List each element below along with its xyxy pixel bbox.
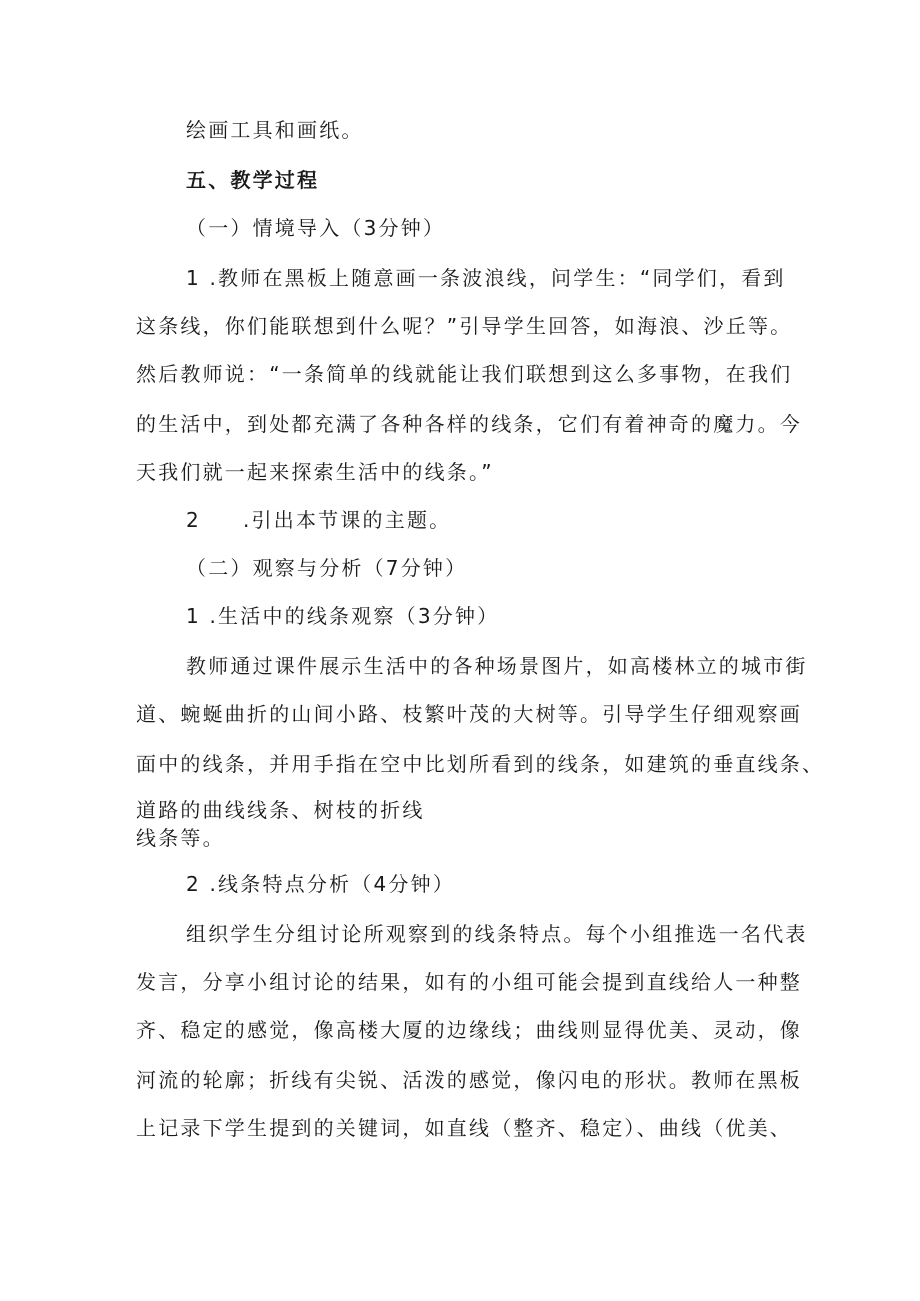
text-line-materials: 绘画工具和画纸。: [186, 118, 364, 142]
list-number: 2: [186, 508, 201, 532]
paragraph-line: 教师通过课件展示生活中的各种场景图片，如高楼林立的城市街: [186, 654, 808, 678]
paragraph-line: 齐、稳定的感觉，像高楼大厦的边缘线；曲线则显得优美、灵动，像: [136, 1018, 802, 1042]
subsection-heading-observation: （二）观察与分析（7分钟）: [186, 556, 468, 580]
paragraph-line: 天我们就一起来探索生活中的线条。”: [136, 460, 494, 484]
item-heading-line-features: 2 .线条特点分析（4分钟）: [186, 872, 455, 896]
paragraph-line: 然后教师说：“一条简单的线就能让我们联想到这么多事物，在我们: [136, 362, 793, 386]
paragraph-line: 道、蜿蜒曲折的山间小路、枝繁叶茂的大树等。引导学生仔细观察画: [136, 702, 802, 726]
paragraph-line: 这条线，你们能联想到什么呢？”引导学生回答，如海浪、沙丘等。: [136, 314, 793, 338]
item-heading-line-observation: 1 .生活中的线条观察（3分钟）: [186, 604, 500, 628]
paragraph-line: 河流的轮廓；折线有尖锐、活泼的感觉，像闪电的形状。教师在黑板: [136, 1068, 802, 1092]
paragraph-line: 上记录下学生提到的关键词，如直线（整齐、稳定）、曲线（优美、: [136, 1116, 792, 1140]
paragraph-line: 组织学生分组讨论所观察到的线条特点。每个小组推选一名代表: [186, 922, 808, 946]
paragraph-line: 面中的线条，并用手指在空中比划所看到的线条，如建筑的垂直线条、: [136, 752, 825, 776]
subsection-heading-situation-intro: （一）情境导入（3分钟）: [186, 216, 446, 240]
paragraph-line: 的生活中，到处都充满了各种各样的线条，它们有着神奇的魔力。今: [136, 412, 802, 436]
paragraph-line: 1 .教师在黑板上随意画一条波浪线，问学生：“同学们，看到: [186, 266, 786, 290]
list-item-text: .引出本节课的主题。: [243, 508, 452, 532]
paragraph-line: 线条等。: [136, 826, 225, 850]
section-heading-teaching-process: 五、教学过程: [186, 168, 320, 192]
paragraph-line: 发言，分享小组讨论的结果，如有的小组可能会提到直线给人一种整: [136, 970, 802, 994]
paragraph-line: 道路的曲线线条、树枝的折线: [136, 798, 425, 822]
